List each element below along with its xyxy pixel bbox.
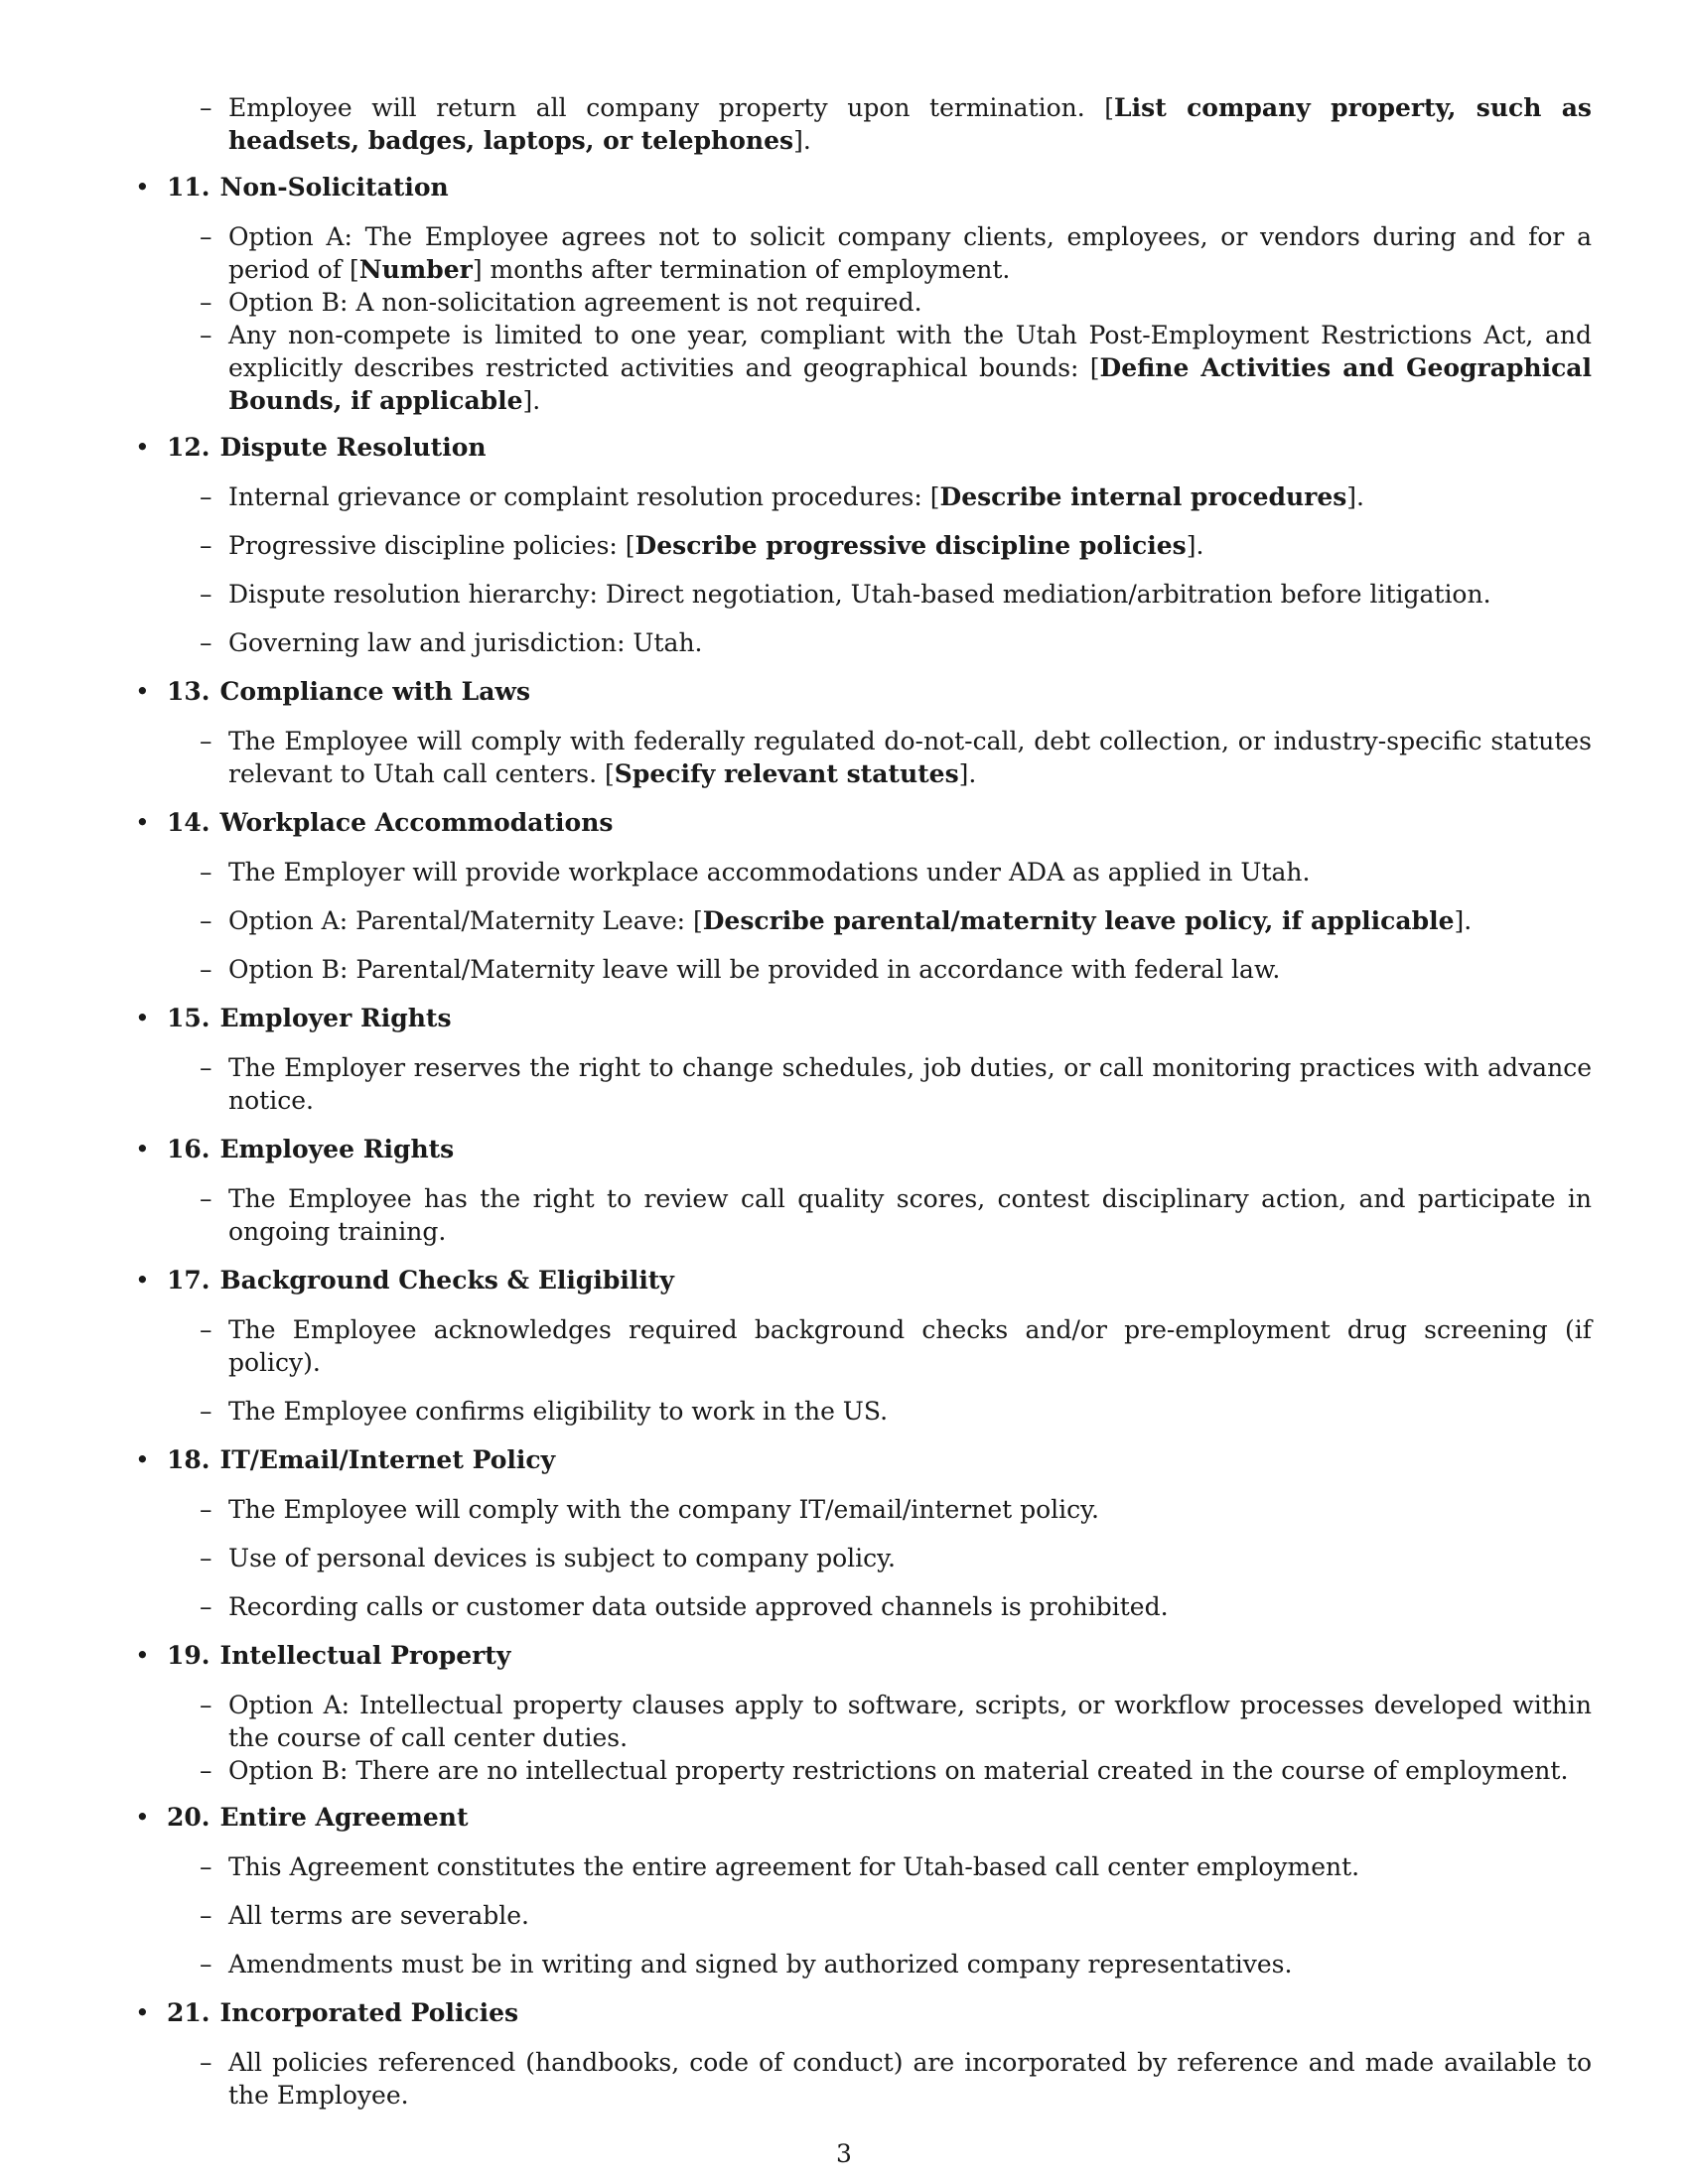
section-heading [132,675,1592,708]
item-bold-text: Describe parental/maternity leave policy, if applicable [702,906,1455,935]
section-title: Compliance with Laws [219,677,531,706]
item-text: Option B: There are no intellectual property restrictions on material created in the course of employment. [228,1756,1569,1785]
item-text: The Employer reserves the right to change schedules, job duties, or call monitoring practices with advance notice. [228,1053,1592,1115]
list-item [132,1689,1592,1754]
item-text: The Employee has the right to review call quality scores, contest disciplinary action, and participate in ongoing training. [228,1184,1592,1246]
item-text: Use of personal devices is subject to company policy. [228,1544,896,1572]
section-number: 19. [167,1641,211,1670]
section-12 [132,431,1592,659]
section-16 [132,1133,1592,1248]
section-19 [132,1639,1592,1787]
section-title: Background Checks & Eligibility [219,1266,674,1295]
list-item [132,1948,1592,1980]
dash-marker: – [200,531,212,560]
list-item [132,1395,1592,1428]
list-item [132,1051,1592,1117]
section-11 [132,171,1592,417]
item-text: Option A: The Employee agrees not to solicit company clients, employees, or vendors during and for a period of [ [228,222,1592,284]
dash-marker: – [200,1756,212,1785]
sections-list [132,171,1592,2112]
intro-after-text: . [802,126,811,155]
list-item [132,1899,1592,1932]
list-item [132,1493,1592,1526]
section-number: 12. [167,433,211,462]
dash-marker: – [200,1397,212,1426]
item-bold-text: Define Activities and Geographical Bounds, if applicable [228,353,1592,415]
dash-marker: – [200,1495,212,1524]
bullet-marker: • [135,677,150,706]
item-after-text: ]. [1454,906,1473,935]
dash-marker: – [200,628,212,657]
item-text: Option A: Intellectual property clauses apply to software, scripts, or workflow processes developed within the course of call center duties. [228,1691,1592,1752]
section-heading [132,431,1592,464]
section-20 [132,1801,1592,1980]
section-heading [132,806,1592,839]
item-text: Any non-compete is limited to one year, compliant with the Utah Post-Employment Restrictions Act, and explicitly describes restricted activities and geographical bounds: [ [228,321,1592,382]
section-heading [132,1639,1592,1672]
item-bold-text: Specify relevant statutes [614,759,959,788]
item-after-text: ]. [1346,482,1364,511]
item-text: Option B: Parental/Maternity leave will be provided in accordance with federal law. [228,955,1281,984]
section-title: Entire Agreement [219,1803,469,1832]
item-bold-text: Describe progressive discipline policies [634,531,1187,560]
list-item [132,1850,1592,1883]
dash-marker: – [200,1852,212,1881]
bullet-marker: • [135,1445,150,1474]
bullet-marker: • [135,1641,150,1670]
section-heading [132,1801,1592,1834]
dash-marker: – [200,1691,212,1719]
list-item [132,578,1592,611]
item-bold-text: Describe internal procedures [939,482,1347,511]
dash-marker: – [200,288,212,317]
item-text: Progressive discipline policies: [ [228,531,635,560]
section-number: 18. [167,1445,211,1474]
item-text: The Employer will provide workplace accommodations under ADA as applied in Utah. [228,858,1311,887]
section-title: IT/Email/Internet Policy [219,1445,556,1474]
bullet-marker: • [135,173,150,202]
item-text: Recording calls or customer data outside approved channels is prohibited. [228,1592,1169,1621]
section-number: 11. [167,173,211,202]
dash-marker: – [200,1950,212,1979]
section-title: Workplace Accommodations [219,808,614,837]
intro-text: Employee will return all company property upon termination. [228,93,1105,122]
bullet-marker: • [135,1266,150,1295]
section-title: Dispute Resolution [219,433,487,462]
section-title: Intellectual Property [219,1641,511,1670]
dash-marker: – [200,222,212,251]
section-14 [132,806,1592,986]
list-item [132,220,1592,286]
item-bold-text: Number [358,255,473,284]
list-item [132,1590,1592,1623]
item-after-text: ]. [1186,531,1204,560]
section-13 [132,675,1592,790]
list-item [132,286,1592,319]
item-text: Dispute resolution hierarchy: Direct negotiation, Utah-based mediation/arbitration before litigation. [228,580,1491,609]
section-number: 14. [167,808,211,837]
item-text: Amendments must be in writing and signed by authorized company representatives. [228,1950,1293,1979]
bullet-marker: • [135,1004,150,1032]
list-item [132,626,1592,659]
section-21 [132,1996,1592,2112]
item-text: Option B: A non-solicitation agreement is not required. [228,288,922,317]
section-18 [132,1443,1592,1623]
list-item [132,319,1592,417]
section-number: 13. [167,677,211,706]
list-item [132,1182,1592,1248]
section-15 [132,1002,1592,1117]
section-title: Employee Rights [219,1135,455,1163]
dash-marker: – [200,482,212,511]
list-item [132,2046,1592,2112]
dash-marker: – [200,955,212,984]
section-title: Employer Rights [219,1004,452,1032]
section-title: Incorporated Policies [219,1998,519,2027]
dash-marker: – [200,1315,212,1344]
list-item [132,904,1592,937]
list-item [132,480,1592,513]
section-title: Non-Solicitation [219,173,449,202]
item-text: This Agreement constitutes the entire agreement for Utah-based call center employment. [228,1852,1360,1881]
item-text: Option A: Parental/Maternity Leave: [ [228,906,703,935]
section-17 [132,1264,1592,1428]
section-heading [132,1996,1592,2029]
bullet-marker: • [135,1998,150,2027]
intro-list-item: – Employee will return all company property upon termination. [List company property, such as headsets, badges, laptops, or telephones]. [200,93,1593,155]
item-after-text: ]. [958,759,977,788]
item-text: The Employee acknowledges required background checks and/or pre-employment drug screening (if policy). [228,1315,1592,1377]
bullet-marker: • [135,1135,150,1163]
list-item [132,725,1592,790]
dash-marker: – [200,1901,212,1930]
item-text: Governing law and jurisdiction: Utah. [228,628,703,657]
list-item [132,1313,1592,1379]
dash-marker: – [200,906,212,935]
section-number: 20. [167,1803,211,1832]
bullet-marker: • [135,808,150,837]
section-number: 16. [167,1135,211,1163]
section-number: 17. [167,1266,211,1295]
bullet-marker: • [135,433,150,462]
item-text: The Employee will comply with federally regulated do-not-call, debt collection, or industry-specific statutes relevant to Utah call centers. [ [228,727,1592,788]
bullet-marker: • [135,1803,150,1832]
document-page [132,91,1592,2127]
section-heading [132,171,1592,204]
item-text: All policies referenced (handbooks, code of conduct) are incorporated by reference and made available to the Employee. [228,2048,1592,2110]
item-after-text: ] months after termination of employment. [472,255,1011,284]
section-heading [132,1133,1592,1165]
dash-marker: – [200,2048,212,2077]
intro-bold-text: List company property, such as headsets, badges, laptops, or telephones [228,93,1593,155]
dash-marker: – [200,1544,212,1572]
item-after-text: ]. [522,386,541,415]
item-text: Internal grievance or complaint resolution procedures: [ [228,482,940,511]
list-item [132,529,1592,562]
item-text: All terms are severable. [228,1901,530,1930]
dash-marker: – [200,727,212,755]
list-item [132,1754,1592,1787]
section-heading [132,1264,1592,1297]
dash-marker: – [200,1184,212,1213]
dash-marker: – [200,93,212,122]
list-item [132,1542,1592,1574]
list-item [132,953,1592,986]
section-number: 15. [167,1004,211,1032]
section-heading [132,1002,1592,1034]
section-heading [132,1443,1592,1476]
dash-marker: – [200,321,212,349]
dash-marker: – [200,858,212,887]
item-text: The Employee will comply with the company IT/email/internet policy. [228,1495,1099,1524]
list-item [132,856,1592,888]
section-number: 21. [167,1998,211,2027]
page-number: 3 [836,2139,852,2168]
dash-marker: – [200,1592,212,1621]
dash-marker: – [200,580,212,609]
dash-marker: – [200,1053,212,1082]
item-text: The Employee confirms eligibility to work in the US. [228,1397,889,1426]
